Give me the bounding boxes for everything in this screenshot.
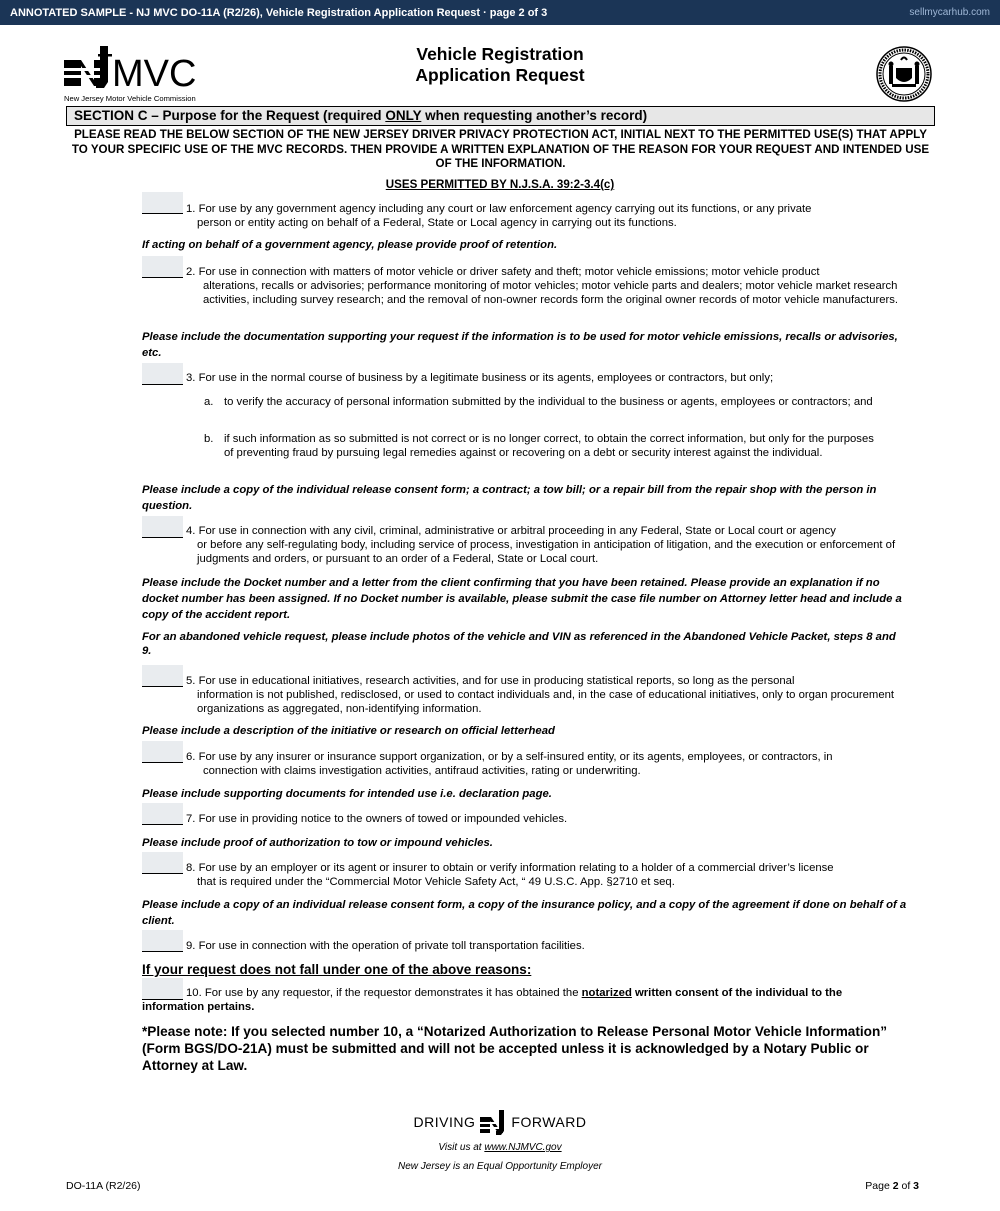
note-5: For an abandoned vehicle request, please include photos of the vehicle and VIN as referenced in the Abandoned Vehicle Packet, steps 8 and 9. <box>142 631 896 657</box>
use-item-6: 6. For use by any insurer or insurance support organization, or by a self-insured entity, or its agents, employees, or contractors, in connection with claims investigation activities, antifraud activities, rating or underwriting. <box>186 751 833 777</box>
title-line-1: Vehicle Registration <box>416 44 584 64</box>
use-item-7: 7. For use in providing notice to the owners of towed or impounded vehicles. <box>186 813 568 825</box>
note-1: If acting on behalf of a government agency, please provide proof of retention. <box>142 239 558 251</box>
use-item-3a: a. to verify the accuracy of personal information submitted by the individual to the business or agents, employees or contractors; and <box>204 396 873 408</box>
logo-subtitle: New Jersey Motor Vehicle Commission <box>64 94 196 103</box>
form-id: DO-11A (R2/26) <box>66 1180 141 1192</box>
use-item-8: 8. For use by an employer or its agent or insurer to obtain or verify information relating to a holder of a commercial driver’s license that is required under the “Commercial Motor Vehicle Safety Act, “ 49 U.S.C. App. §2710 et seq. <box>186 862 834 888</box>
section-emphasis: ONLY <box>385 108 422 123</box>
initial-field-2[interactable] <box>142 256 183 278</box>
initial-field-6[interactable] <box>142 741 183 763</box>
nj-state-icon <box>479 1109 507 1135</box>
state-seal-icon <box>876 46 932 102</box>
section-c-header: SECTION C – Purpose for the Request (required ONLY when requesting another’s record) <box>66 106 935 126</box>
note-4: Please include the Docket number and a letter from the client confirming that you have been retained. Please provide an explanation if no docket number has been assigned. If no Docket number is available, please submit the case file number on Attorney letter head and include a copy of the accident report. <box>142 577 902 621</box>
njmvc-logo <box>64 44 209 104</box>
equal-opportunity: New Jersey is an Equal Opportunity Employer <box>398 1161 602 1172</box>
visit-line: Visit us at www.NJMVC.gov <box>438 1142 562 1153</box>
note-9: Please include a copy of an individual release consent form, a copy of the insurance policy, and a copy of the agreement if done on behalf of a client. <box>142 899 907 927</box>
initial-field-9[interactable] <box>142 930 183 952</box>
initial-field-4[interactable] <box>142 516 183 538</box>
use-item-2: 2. For use in connection with matters of motor vehicle or driver safety and theft; motor vehicle emissions; motor vehicle product alterations, recalls or advisories; performance monitoring of motor vehicles; motor vehicle parts and dealers; motor vehicle market research activities, including survey research; and the removal of non-owner records form the original owner records of motor vehicle manufacturers. <box>186 266 899 306</box>
initial-field-1[interactable] <box>142 192 183 214</box>
document-title <box>300 44 700 86</box>
note-3: Please include a copy of the individual release consent form; a contract; a tow bill; or a repair bill from the repair shop with the person in question. <box>142 484 877 512</box>
note-8: Please include proof of authorization to tow or impound vehicles. <box>142 837 493 849</box>
notarized-note: *Please note: If you selected number 10, a “Notarized Authorization to Release Personal Motor Vehicle Information” (Form BGS/DO-21A) must be submitted and will not be accepted unless it is acknowledged by a Notary Public or Attorney at Law. <box>142 1024 888 1073</box>
njmvc-link[interactable]: www.NJMVC.gov <box>484 1142 562 1153</box>
driving-forward-logo: DRIVING FORWARD <box>350 1108 650 1136</box>
note-6: Please include a description of the initiative or research on official letterhead <box>142 725 555 737</box>
use-item-1: 1. For use by any government agency including any court or law enforcement agency carrying out its functions, or any private person or entity acting on behalf of a Federal, State or Local agency in carrying out its functions. <box>186 203 812 229</box>
initial-field-7[interactable] <box>142 803 183 825</box>
note-7: Please include supporting documents for intended use i.e. declaration page. <box>142 788 552 800</box>
use-item-9: 9. For use in connection with the operation of private toll transportation facilities. <box>186 940 585 952</box>
initial-field-5[interactable] <box>142 665 183 687</box>
use-item-5: 5. For use in educational initiatives, research activities, and for use in producing statistical reports, so long as the personal information is not published, redisclosed, or used to contact individuals and, in the case of educational initiatives, only to organ procurement organizations as aggregated, non-identifying information. <box>186 675 895 715</box>
title-line-2: Application Request <box>415 65 585 85</box>
site-link[interactable]: sellmycarhub.com <box>909 7 990 18</box>
use-item-3: 3. For use in the normal course of business by a legitimate business or its agents, employees or contractors, but only; <box>186 372 774 384</box>
other-reasons-heading: If your request does not fall under one of the above reasons: <box>142 962 532 977</box>
intro-instructions: PLEASE READ THE BELOW SECTION OF THE NEW JERSEY DRIVER PRIVACY PROTECTION ACT, INITIAL NEXT TO THE PERMITTED USE(S) THAT APPLY TO YOUR SPECIFIC USE OF THE MVC RECORDS. THEN PROVIDE A WRITTEN EXPLANATION OF THE REASON FOR YOUR REQUEST AND INTENDED USE OF THE INFORMATION. <box>71 128 930 170</box>
use-item-10: 10. For use by any requestor, if the requestor demonstrates it has obtained the notarized written consent of the individual to the information pertains. <box>142 987 843 1013</box>
use-item-4: 4. For use in connection with any civil, criminal, administrative or arbitral proceeding in any Federal, State or Local court or agency or before any self-regulating body, including service of process, investigation in anticipation of litigation, and the execution or enforcement of judgments and orders, or pursuant to an order of a Federal, State or Local court. <box>186 525 896 565</box>
svg-text:MVC: MVC <box>112 53 197 94</box>
annotation-title: ANNOTATED SAMPLE - NJ MVC DO-11A (R2/26), Vehicle Registration Application Request · page 2 of 3 <box>10 6 548 19</box>
note-2: Please include the documentation supporting your request if the information is to be used for motor vehicle emissions, recalls or advisories, etc. <box>142 331 898 359</box>
initial-field-8[interactable] <box>142 852 183 874</box>
use-item-3b: b. if such information as so submitted is not correct or is no longer correct, to obtain the correct information, but only for the purposes of preventing fraud by pursuing legal remedies against or recovering on a debt or security interest against the individual. <box>204 433 874 459</box>
uses-heading: USES PERMITTED BY N.J.S.A. 39:2-3.4(c) <box>385 178 615 191</box>
annotation-bar <box>0 0 1000 25</box>
initial-field-3[interactable] <box>142 363 183 385</box>
page-number: Page 2 of 3 <box>865 1180 919 1192</box>
nj-map-icon <box>64 44 209 94</box>
